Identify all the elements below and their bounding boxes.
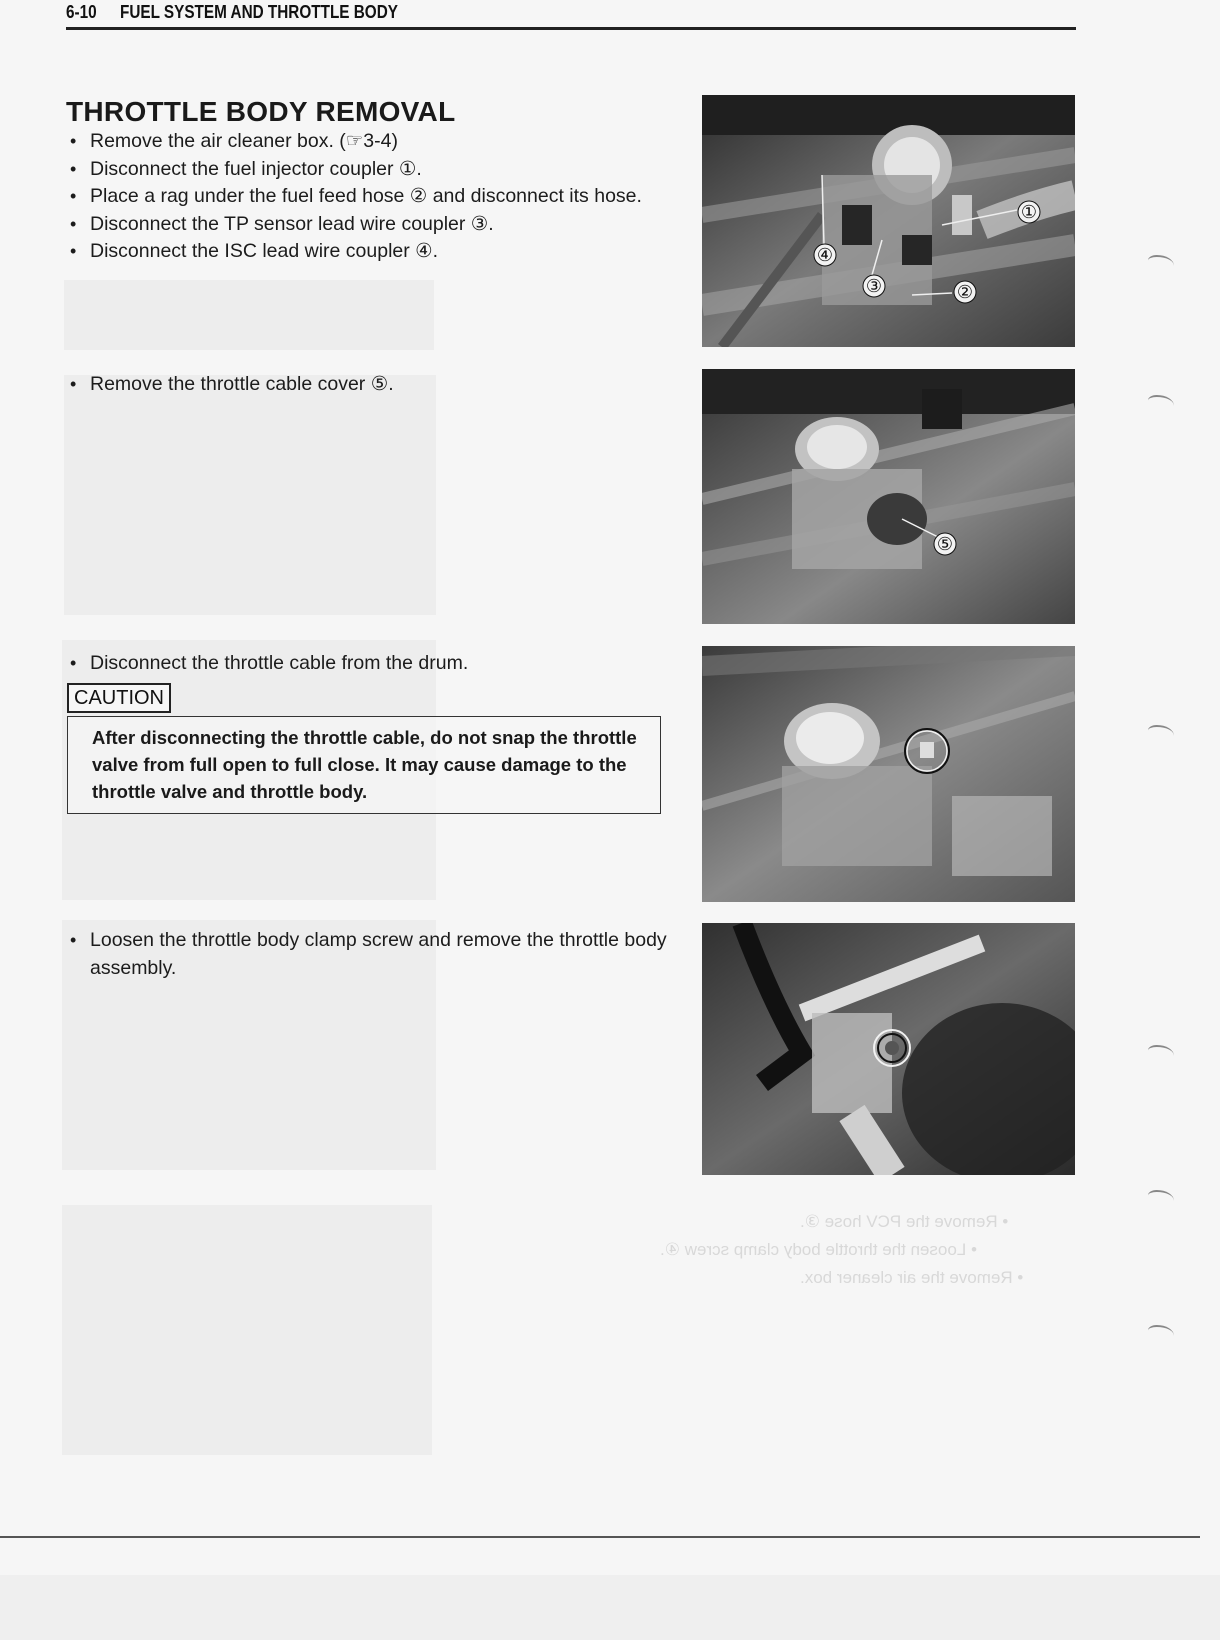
- callout-4: [814, 244, 836, 266]
- svg-text:②: ②: [956, 282, 974, 303]
- bleed-through-text: • Remove the PCV hose ③.: [800, 1212, 1009, 1231]
- callout-1: [1018, 201, 1040, 223]
- svg-text:⑤: ⑤: [936, 534, 954, 555]
- callout-2: [954, 281, 976, 303]
- instruction-item: • Remove the throttle cable cover ⑤.: [70, 371, 680, 399]
- instruction-item: • Disconnect the fuel injector coupler ①.: [70, 156, 680, 184]
- margin-mark: [1148, 255, 1174, 271]
- svg-text:③: ③: [865, 276, 883, 297]
- header-rule: [66, 27, 1076, 30]
- step-4: [70, 927, 680, 982]
- photo-clamp-screw: [702, 923, 1075, 1175]
- photo-throttle-cable-cover: [702, 369, 1075, 624]
- callout-3: [863, 275, 885, 297]
- chapter-title: FUEL SYSTEM AND THROTTLE BODY: [120, 2, 398, 22]
- page-header: [66, 0, 1076, 30]
- bleed-through-bottom: [0, 1575, 1220, 1640]
- margin-mark: [1148, 725, 1174, 741]
- svg-text:④: ④: [816, 245, 834, 266]
- bleed-through-image: [64, 375, 436, 615]
- caution-text: After disconnecting the throttle cable, do not snap the throttle valve from full open to full close. It may cause damage to the throttle valve and throttle body.: [67, 716, 661, 814]
- step-1: [70, 128, 680, 266]
- bleed-through-image: [64, 280, 434, 350]
- instruction-item: • Loosen the throttle body clamp screw and remove the throttle body assembly.: [70, 927, 680, 982]
- bleed-through-text: • Remove the air cleaner box.: [800, 1268, 1024, 1287]
- margin-mark: [1148, 1325, 1174, 1341]
- instruction-item: • Disconnect the TP sensor lead wire coupler ③.: [70, 211, 680, 239]
- step-3: [70, 650, 680, 678]
- margin-mark: [1148, 1045, 1174, 1061]
- instruction-item: • Disconnect the ISC lead wire coupler ④.: [70, 238, 680, 266]
- section-title: THROTTLE BODY REMOVAL: [66, 96, 456, 127]
- bleed-through-image: [62, 1205, 432, 1455]
- footer-rule: [0, 1536, 1200, 1538]
- caution-label: CAUTION: [67, 683, 171, 713]
- margin-mark: [1148, 1190, 1174, 1206]
- step-2: [70, 371, 680, 399]
- instruction-item: • Disconnect the throttle cable from the drum.: [70, 650, 680, 678]
- photo-throttle-drum: [702, 646, 1075, 902]
- bleed-through-text: • Loosen the throttle body clamp screw ④.: [660, 1240, 977, 1259]
- margin-mark: [1148, 395, 1174, 411]
- callout-5: [934, 533, 956, 555]
- instruction-item: • Place a rag under the fuel feed hose ② and disconnect its hose.: [70, 183, 680, 211]
- svg-text:①: ①: [1020, 202, 1038, 223]
- instruction-item: • Remove the air cleaner box. (☞3-4): [70, 128, 680, 156]
- photo-injector-couplers: [702, 95, 1075, 347]
- page-number: 6-10: [66, 2, 97, 22]
